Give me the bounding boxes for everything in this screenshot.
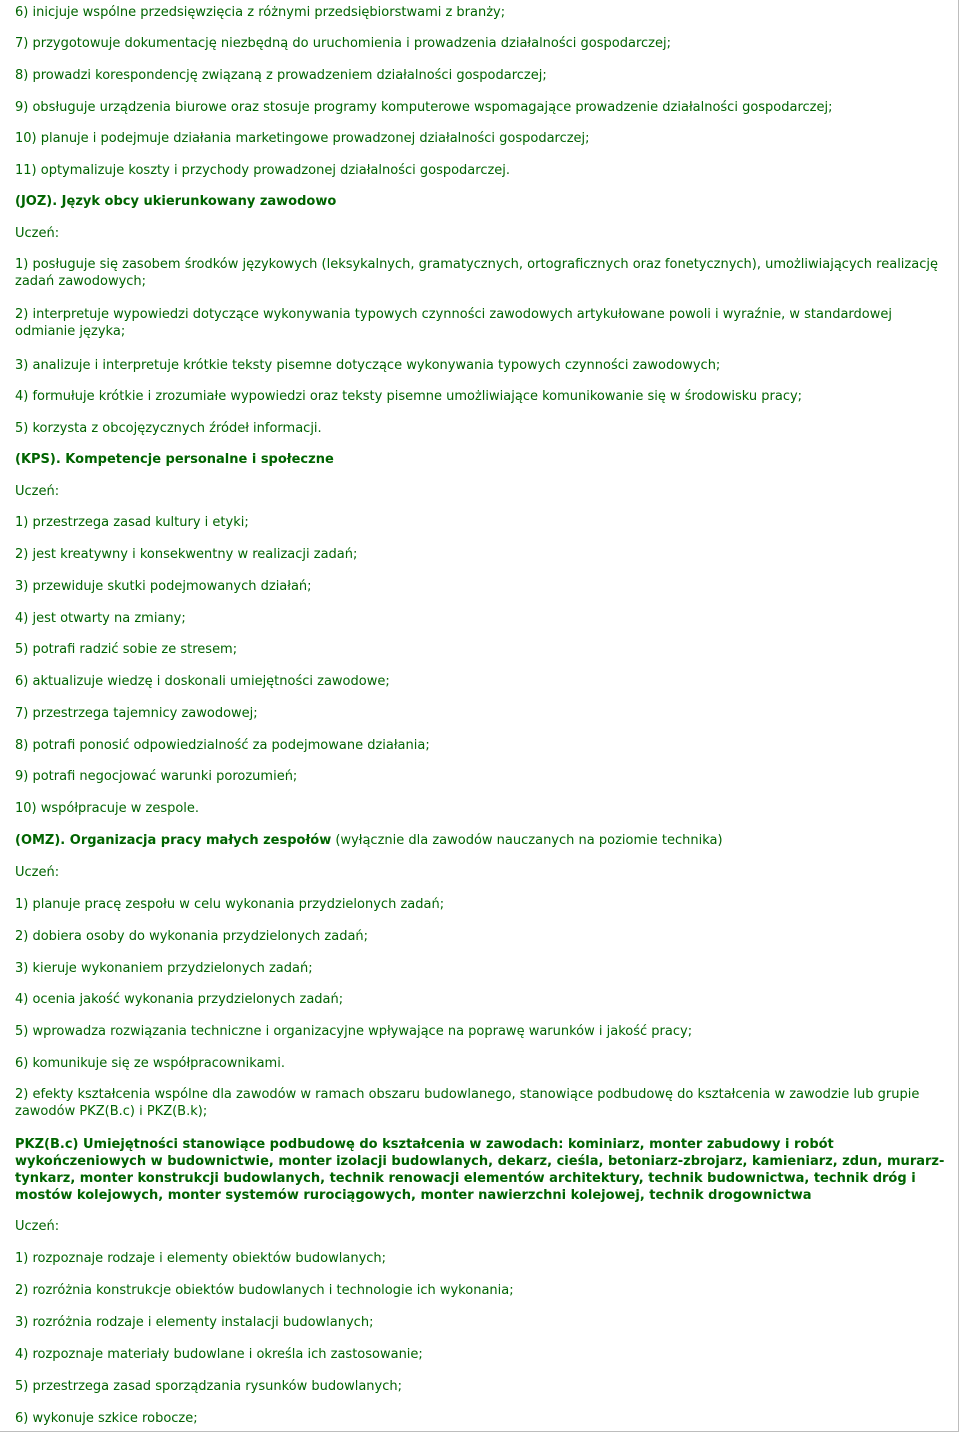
list-item: 3) przewiduje skutki podejmowanych działań; (15, 579, 312, 594)
list-item: 6) komunikuje się ze współpracownikami. (15, 1056, 285, 1071)
list-item: 5) przestrzega zasad sporządzania rysunków budowlanych; (15, 1379, 402, 1394)
list-item: 11) optymalizuje koszty i przychody prowadzonej działalności gospodarczej. (15, 163, 511, 178)
student-label: Uczeń: (15, 226, 60, 241)
list-item: 2) jest kreatywny i konsekwentny w realizacji zadań; (15, 547, 358, 562)
list-item: 4) jest otwarty na zmiany; (15, 611, 186, 626)
list-item: 7) przygotowuje dokumentację niezbędną do uruchomienia i prowadzenia działalności gospodarczej; (15, 36, 671, 51)
list-item: 2) dobiera osoby do wykonania przydzielonych zadań; (15, 929, 369, 944)
list-item: 3) kieruje wykonaniem przydzielonych zadań; (15, 961, 313, 976)
list-item: 4) formułuje krótkie i zrozumiałe wypowiedzi oraz teksty pisemne umożliwiające komunikowanie się w środowisku pracy; (15, 389, 803, 404)
list-item: 4) ocenia jakość wykonania przydzielonych zadań; (15, 992, 344, 1007)
list-item: 1) przestrzega zasad kultury i etyki; (15, 515, 249, 530)
list-item: 9) obsługuje urządzenia biurowe oraz stosuje programy komputerowe wspomagające prowadzenie działalności gospodarczej; (15, 100, 833, 115)
list-item: 4) rozpoznaje materiały budowlane i określa ich zastosowanie; (15, 1347, 423, 1362)
list-item: 3) analizuje i interpretuje krótkie teksty pisemne dotyczące wykonywania typowych czynności zawodowych; (15, 358, 721, 373)
list-item: 5) wprowadza rozwiązania techniczne i organizacyjne wpływające na poprawę warunków i jakość pracy; (15, 1024, 693, 1039)
omz-heading-note: (wyłącznie dla zawodów nauczanych na poziomie technika) (331, 833, 723, 848)
section-heading-joz: (JOZ). Język obcy ukierunkowany zawodowo (15, 194, 337, 209)
list-item: 2) rozróżnia konstrukcje obiektów budowlanych i technologie ich wykonania; (15, 1283, 514, 1298)
section-heading-kps: (KPS). Kompetencje personalne i społeczne (15, 452, 334, 467)
section-heading-omz (15, 832, 945, 849)
list-item: 5) potrafi radzić sobie ze stresem; (15, 642, 238, 657)
student-label: Uczeń: (15, 1219, 60, 1234)
section-intro: 2) efekty kształcenia wspólne dla zawodów w ramach obszaru budowlanego, stanowiące podbudowę do kształcenia w zawodzie lub grupie zawodów PKZ(B.c) i PKZ(B.k); (15, 1087, 920, 1119)
list-item: 8) prowadzi korespondencję związaną z prowadzeniem działalności gospodarczej; (15, 68, 547, 83)
student-label: Uczeń: (15, 865, 60, 880)
list-item: 1) rozpoznaje rodzaje i elementy obiektów budowlanych; (15, 1251, 387, 1266)
list-item: 1) posługuje się zasobem środków językowych (leksykalnych, gramatycznych, ortograficznych oraz fonetycznych), umożliwiających realizację zadań zawodowych; (15, 257, 938, 289)
student-label: Uczeń: (15, 484, 60, 499)
list-item: 6) aktualizuje wiedzę i doskonali umiejętności zawodowe; (15, 674, 390, 689)
list-item: 7) przestrzega tajemnicy zawodowej; (15, 706, 258, 721)
list-item: 9) potrafi negocjować warunki porozumień; (15, 769, 298, 784)
list-item: 1) planuje pracę zespołu w celu wykonania przydzielonych zadań; (15, 897, 445, 912)
list-item: 10) planuje i podejmuje działania marketingowe prowadzonej działalności gospodarczej; (15, 131, 590, 146)
list-item: 2) interpretuje wypowiedzi dotyczące wykonywania typowych czynności zawodowych artykułowane powoli i wyraźnie, w standardowej odmianie języka; (15, 307, 892, 339)
list-item: 5) korzysta z obcojęzycznych źródeł informacji. (15, 421, 322, 436)
omz-heading-bold: (OMZ). Organizacja pracy małych zespołów (15, 833, 332, 848)
list-item: 10) współpracuje w zespole. (15, 801, 200, 816)
list-item: 8) potrafi ponosić odpowiedzialność za podejmowane działania; (15, 738, 430, 753)
list-item: 6) inicjuje wspólne przedsięwzięcia z różnymi przedsiębiorstwami z branży; (15, 5, 506, 20)
section-heading-pkz: PKZ(B.c) Umiejętności stanowiące podbudowę do kształcenia w zawodach: kominiarz, monter zabudowy i robót wykończeniowych w budownictwie, monter izolacji budowlanych, dekarz, cieśla, betoniarz-zbrojarz, kamieniarz, zdun, murarz-tynkarz, monter konstrukcji budowlanych, technik renowacji elementów architektury, technik budownictwa, technik dróg i mostów kolejowych, monter systemów rurociągowych, monter nawierzchni kolejowej, technik drogownictwa (15, 1137, 945, 1203)
list-item: 6) wykonuje szkice robocze; (15, 1411, 198, 1426)
list-item: 3) rozróżnia rodzaje i elementy instalacji budowlanych; (15, 1315, 374, 1330)
